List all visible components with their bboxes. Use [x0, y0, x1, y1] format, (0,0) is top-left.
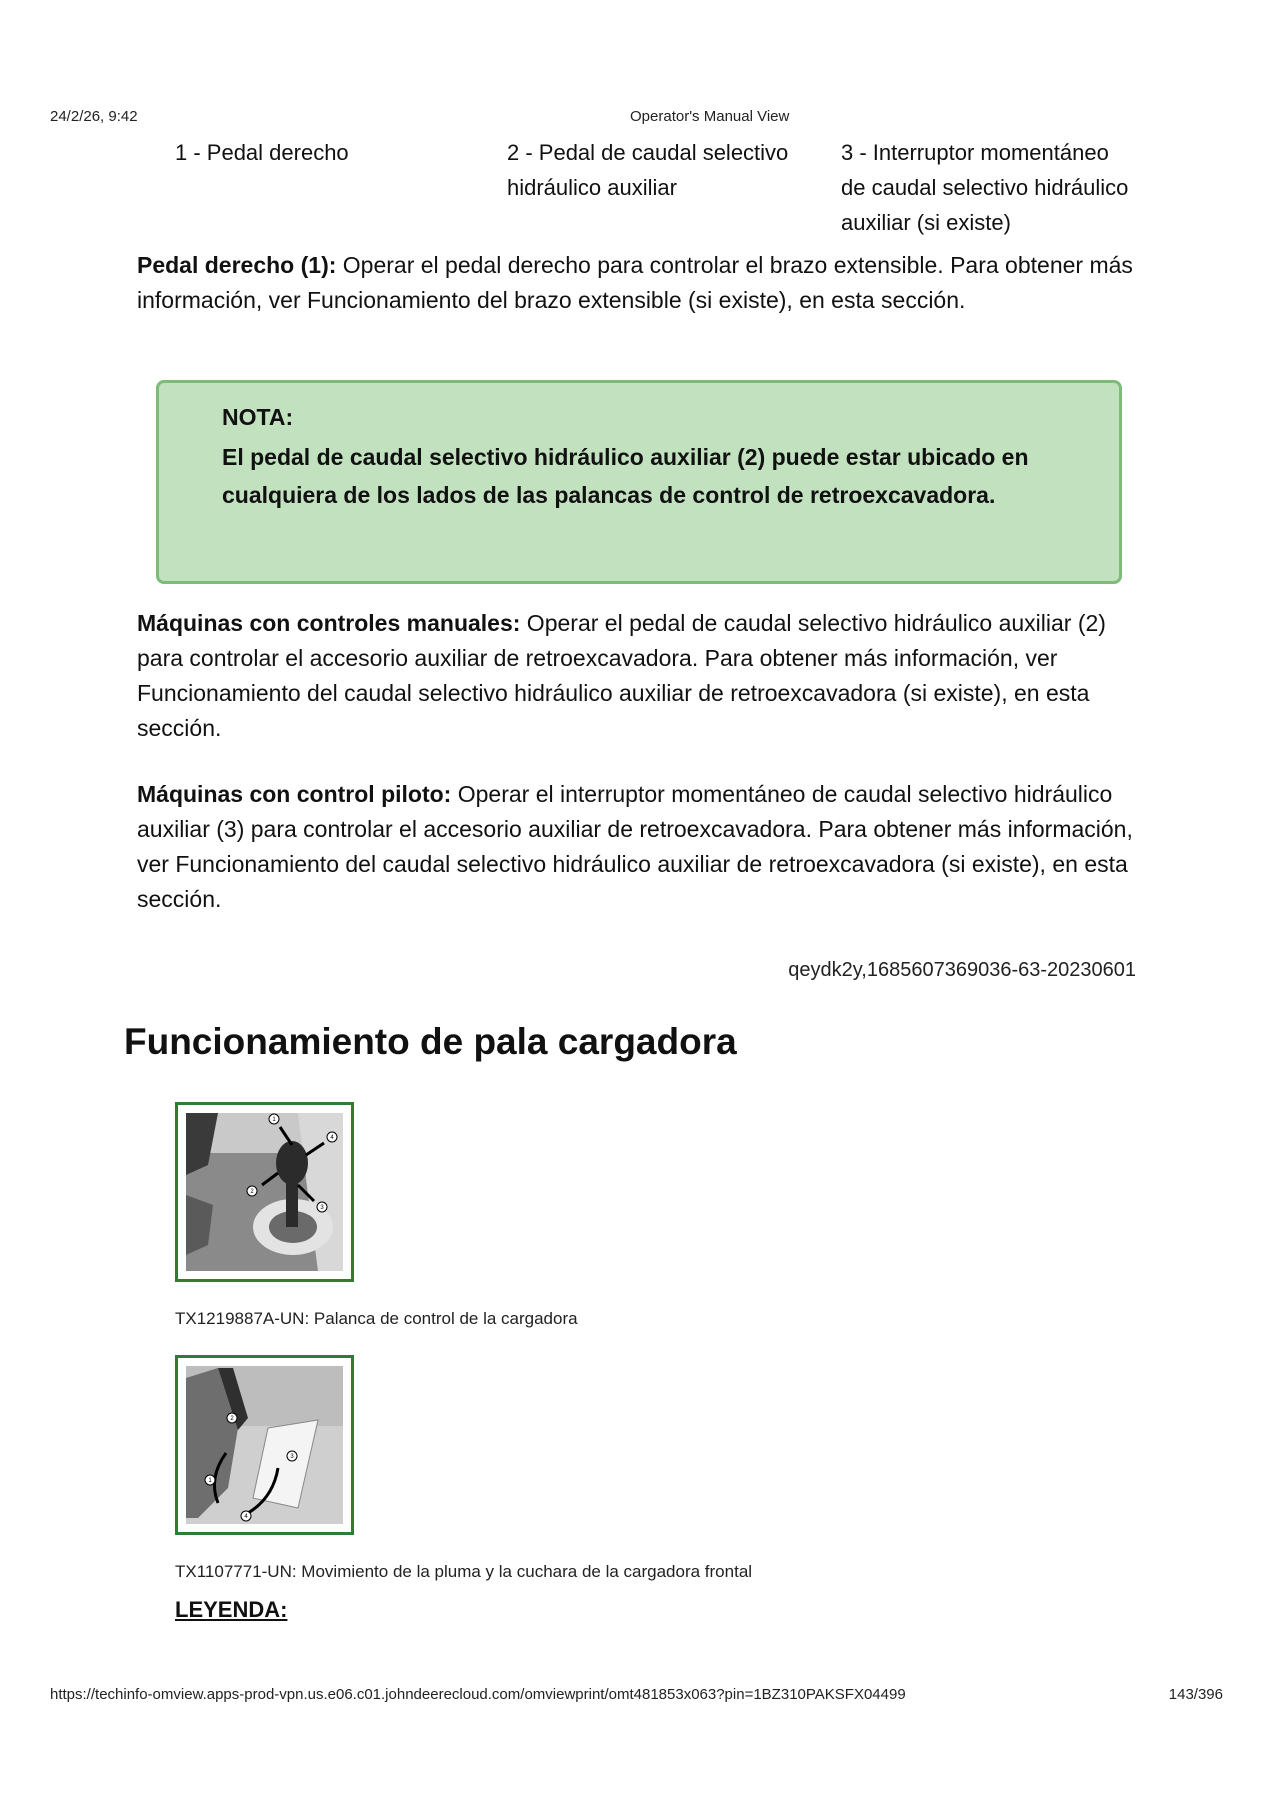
paragraph-controles-manuales	[137, 606, 1147, 746]
paragraph-lead: Máquinas con control piloto:	[137, 781, 452, 807]
note-label: NOTA:	[222, 404, 294, 430]
paragraph-lead: Máquinas con controles manuales:	[137, 610, 521, 636]
page-header-title: Operator's Manual View	[630, 108, 790, 125]
note-text: El pedal de caudal selectivo hidráulico auxiliar (2) puede estar ubicado en cualquiera de los lados de las palancas de control de retroexcavadora.	[222, 444, 1029, 508]
paragraph-body: Operar el pedal derecho para controlar el brazo extensible. Para obtener más información, ver Funcionamiento del brazo extensible (si existe), en esta sección.	[137, 252, 1133, 313]
boom-bucket-illustration	[178, 1358, 351, 1532]
legend-item-2: 2 - Pedal de caudal selectivo hidráulico auxiliar	[507, 140, 789, 200]
figure-loader-control-lever	[175, 1102, 354, 1282]
paragraph-body: Operar el interruptor momentáneo de caudal selectivo hidráulico auxiliar (3) para controlar el accesorio auxiliar de retroexcavadora. Para obtener más información, ver Funcionamiento del caudal selectivo hidráulico auxiliar de retroexcavadora (si existe), en esta sección.	[137, 781, 1133, 912]
source-url-link[interactable]: https://techinfo-omview.apps-prod-vpn.us.e06.c01.johndeerecloud.com/omviewprint/omt481853x063?pin=1BZ310PAKSFX04499	[50, 1686, 906, 1703]
callout: 1	[272, 1117, 276, 1123]
callout: 3	[290, 1454, 294, 1460]
page-number: 143/396	[1168, 1686, 1223, 1703]
paragraph-lead: Pedal derecho (1):	[137, 252, 337, 278]
print-datetime: 24/2/26, 9:42	[50, 108, 138, 125]
figure-caption: TX1107771-UN: Movimiento de la pluma y la cuchara de la cargadora frontal	[175, 1562, 753, 1581]
callout: 2	[250, 1189, 254, 1195]
callout: 2	[230, 1416, 234, 1422]
callout: 1	[208, 1478, 212, 1484]
legend-item-3: 3 - Interruptor momentáneo de caudal selectivo hidráulico auxiliar (si existe)	[841, 140, 1129, 235]
section-title: Funcionamiento de pala cargadora	[124, 1021, 737, 1062]
loader-lever-illustration	[178, 1105, 351, 1279]
legend-heading: LEYENDA:	[175, 1597, 288, 1622]
note-box	[156, 380, 1122, 584]
callout: 3	[320, 1205, 324, 1211]
callout: 4	[330, 1135, 334, 1141]
paragraph-body: Operar el pedal de caudal selectivo hidráulico auxiliar (2) para controlar el accesorio auxiliar de retroexcavadora. Para obtener más información, ver Funcionamiento del caudal selectivo hidráulico auxiliar de retroexcavadora (si existe), en esta sección.	[137, 610, 1106, 741]
figure-boom-bucket-movement	[175, 1355, 354, 1535]
paragraph-control-piloto	[137, 777, 1147, 917]
callout: 4	[244, 1514, 248, 1520]
figure-caption: TX1219887A-UN: Palanca de control de la cargadora	[175, 1309, 578, 1328]
legend-item-1: 1 - Pedal derecho	[175, 140, 349, 165]
paragraph-pedal-derecho	[137, 248, 1147, 318]
reference-code: qeydk2y,1685607369036-63-20230601	[788, 959, 1136, 981]
